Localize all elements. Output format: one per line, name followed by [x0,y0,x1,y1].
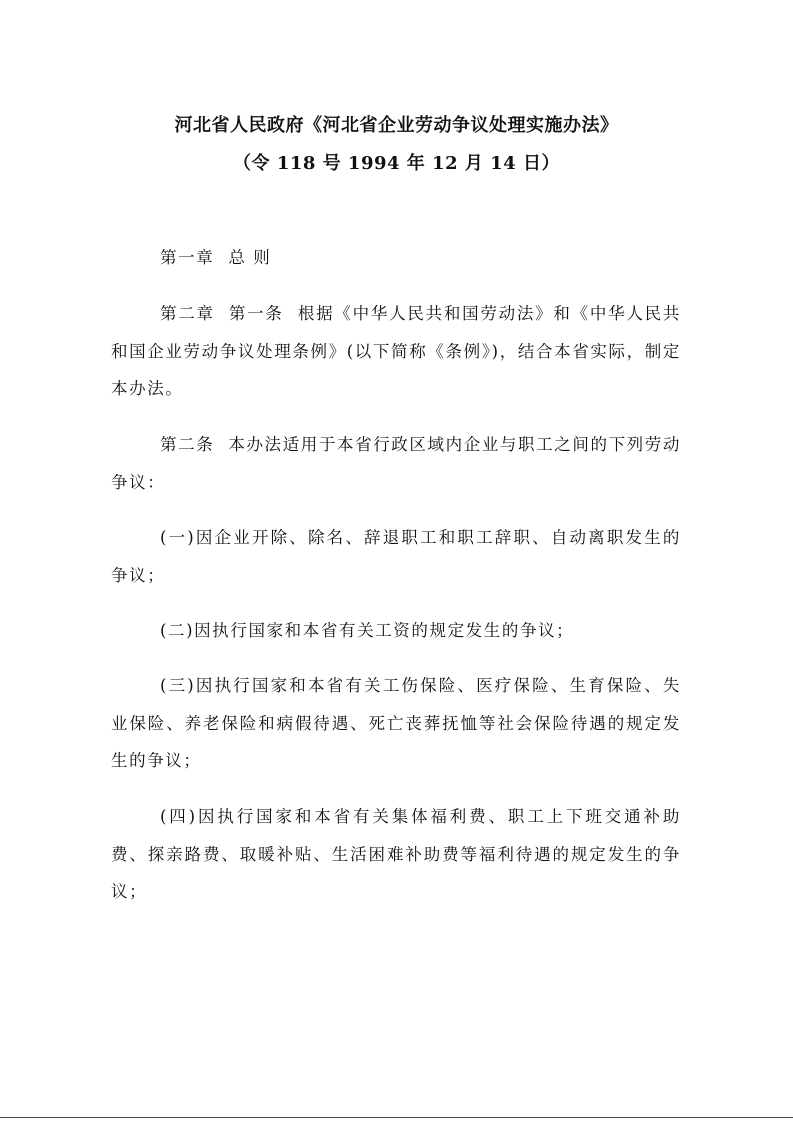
article-2-paragraph [111,426,681,501]
article-1-text: 根据《中华人民共和国劳动法》和《中华人民共和国企业劳动争议处理条例》(以下简称《条例》)，结合本省实际，制定本办法。 [111,304,681,398]
document-title: 河北省人民政府《河北省企业劳动争议处理实施办法》 [174,115,619,136]
article-1-label: 第一条 [228,304,284,323]
list-item: (三)因执行国家和本省有关工伤保险、医疗保险、生育保险、失业保险、养老保险和病假待遇、死亡丧葬抚恤等社会保险待遇的规定发生的争议； [111,676,681,770]
list-item: (四)因执行国家和本省有关集体福利费、职工上下班交通补助费、探亲路费、取暖补贴、生活困难补助费等福利待遇的规定发生的争议； [111,807,681,901]
list-item: (二)因执行国家和本省有关工资的规定发生的争议； [160,621,575,640]
list-item: (一)因企业开除、除名、辞退职工和职工辞职、自动离职发生的争议； [111,528,681,585]
article-1-chapter-label: 第二章 [160,304,215,323]
chapter-title: 总 则 [228,248,272,267]
chapter-label: 第一章 [160,248,215,267]
chapter-heading [111,239,681,277]
article-2-label: 第二条 [160,435,215,454]
page-bottom-border [0,1117,793,1118]
article-1-paragraph [111,295,681,408]
document-subtitle: （令 118 号 1994 年 12 月 14 日） [233,153,560,174]
article-2-text: 本办法适用于本省行政区域内企业与职工之间的下列劳动争议： [111,435,681,492]
